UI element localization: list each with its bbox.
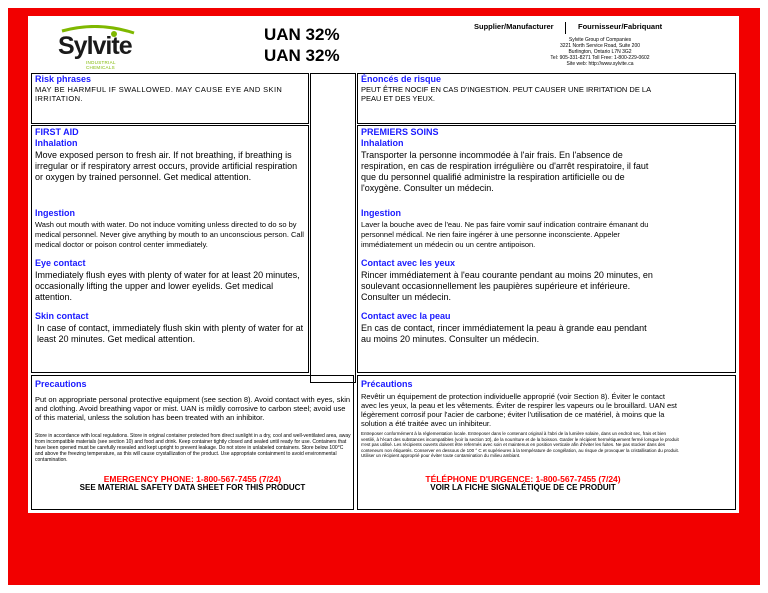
sylvite-logo [56,25,138,69]
skin-text-fr: En cas de contact, rincer immédiatement la peau à grande eau pendant au moins 20 minutes. Consulter un médecin. [361,323,647,344]
skin-title-en: Skin contact [35,311,89,321]
eye-text-en: Immediately flush eyes with plenty of water for at least 20 minutes, occasionally lifting the upper and lower eyelids. Get medical attention. [35,270,300,302]
inhalation-text-fr: Transporter la personne incommodée à l'air frais. En l'absence de respiration, en cas de respiration irrégulière ou d'arrêt respiratoire, il faut que du personnel qualifié administre la respiration artificielle ou de l'oxygène. Consulter un médecin. [361,150,649,193]
inhalation-title-en: Inhalation [35,138,78,148]
precautions-title-en: Precautions [35,379,87,389]
product-name-fr: UAN 32% [264,46,340,65]
first-aid-box-en [31,125,309,373]
risk-box-en [31,73,309,124]
precautions-box-en [31,375,354,510]
precautions-text-en: Put on appropriate personal protective equipment (see section 8). Avoid contact with eyes, skin and clothing. Avoid breathing vapor or mist. UAN is mildly corrosive to carbon steel; avoid use of this material, unless the solution has been treated with an inhibitor. [35,395,351,422]
precautions-box-fr [357,375,736,510]
risk-text-en: MAY BE HARMFUL IF SWALLOWED. MAY CAUSE EYE AND SKIN IRRITATION. [35,85,283,103]
risk-title-en: Risk phrases [35,74,92,84]
msds-notice-fr: VOIR LA FICHE SIGNALÉTIQUE DE CE PRODUIT [430,483,616,492]
eye-title-en: Eye contact [35,258,86,268]
supplier-address [510,37,690,67]
ingestion-title-fr: Ingestion [361,208,401,218]
inhalation-text-en: Move exposed person to fresh air. If not breathing, if breathing is irregular or if respiratory arrest occurs, provide artificial respiration or oxygen by trained personnel. Get medical attention. [35,150,298,182]
first-aid-title-en: FIRST AID [35,127,79,137]
eye-text-fr: Rincer immédiatement à l'eau courante pendant au moins 20 minutes, en soulevant occasionnellement les paupières supérieure et inférieure. Consulter un médecin. [361,270,653,302]
ingestion-text-fr: Laver la bouche avec de l'eau. Ne pas faire vomir sauf indication contraire émanant du personnel médical. Ne rien faire ingérer à une personne inconsciente. Appeler immédiatement un médecin ou un centre antipoison. [361,220,649,249]
logo-wordmark: Sylvite [58,32,132,60]
ingestion-title-en: Ingestion [35,208,75,218]
storage-text-en: Store in accordance with local regulations. Store in original container protected from direct sunlight in a dry, cool and well-ventilated area, away from incompatible materials (see section 10) and food and drink. Keep container tightly closed and sealed until ready for use. Containers that have been opened must be carefully resealed and kept upright to prevent leakage. Do not store in unlabeled containers. Store below 100°C and above the freezing temperature, as this will cause crystallization of the product. Use appropriate containment to avoid environmental contamination. [35,433,351,463]
supplier-line: Site web: http://www.sylvite.ca [566,61,634,67]
risk-text-fr: PEUT ÊTRE NOCIF EN CAS D'INGESTION. PEUT CAUSER UNE IRRITATION DE LA PEAU ET DES YEUX. [361,85,651,103]
risk-box-fr [357,73,736,124]
emergency-phone-en: EMERGENCY PHONE: 1-800-567-7455 (7/24) [103,474,282,484]
supplier-header [470,22,684,34]
first-aid-box-fr [357,125,736,373]
supplier-line: Sylvite Group of Companies [568,37,632,43]
precautions-title-fr: Précautions [361,379,413,389]
supplier-line: Tel: 905-331-8271 Toll Free: 1-800-229-0602 [550,55,650,61]
precautions-text-fr: Revêtir un équipement de protection individuelle approprié (voir Section 8). Éviter le contact avec les yeux, la peau et les vêtements. Éviter de respirer les vapeurs ou le brouillard. UAN est légèrement corrosif pour l'acier de carbone; éviter l'utilisation de ce matériel, à moins que la solution a été traitée avec un inhibiteur. [361,392,677,428]
supplier-divider [565,22,566,34]
eye-title-fr: Contact avec les yeux [361,258,456,268]
supplier-line: 3221 North Service Road, Suite 200 [559,43,641,49]
center-column [310,73,356,383]
storage-text-fr: Entreposer conformément à la réglementation locale. Entreposer dans le contenant original à l'abri de la lumière solaire, dans un endroit sec, frais et bien ventilé, à l'écart des substances incompatibles (voir la section 10), de la nourriture et de la boisson. Garder le récipient hermétiquement fermé lorsque le produit n'est pas utilisé. Les récipients ouverts doivent être refermés avec soin et maintenus en position verticale afin d'éviter les fuites. Ne pas stocker dans des conteneurs non étiquetés. Conserver en dessous de 100 ° C et supérieures à la température de congélation, au risque de provoquer la cristallisation du produit. Utiliser un récipient approprié pour éviter toute contamination du milieu ambiant. [361,431,679,458]
skin-text-en: In case of contact, immediately flush skin with plenty of water for at least 20 minutes. Get medical attention. [37,323,304,344]
risk-title-fr: Énoncés de risque [361,74,442,84]
label-sheet [28,16,739,513]
supplier-label-fr: Fournisseur/Fabriquant [578,22,663,31]
product-name-en: UAN 32% [264,25,340,44]
logo-subtext: INDUSTRIAL CHEMICALS [86,60,116,70]
emergency-phone-fr: TÉLÉPHONE D'URGENCE: 1-800-567-7455 (7/24) [425,474,621,484]
supplier-label-en: Supplier/Manufacturer [474,22,554,31]
skin-title-fr: Contact avec la peau [361,311,451,321]
msds-notice-en: SEE MATERIAL SAFETY DATA SHEET FOR THIS PRODUCT [79,483,306,492]
first-aid-title-fr: PREMIERS SOINS [361,127,439,137]
inhalation-title-fr: Inhalation [361,138,404,148]
ingestion-text-en: Wash out mouth with water. Do not induce vomiting unless directed to do so by medical personnel. Never give anything by mouth to an unconscious person. Call medical doctor or poison control center immediately. [35,220,304,249]
supplier-line: Burlington, Ontario L7N 3G2 [568,49,632,55]
